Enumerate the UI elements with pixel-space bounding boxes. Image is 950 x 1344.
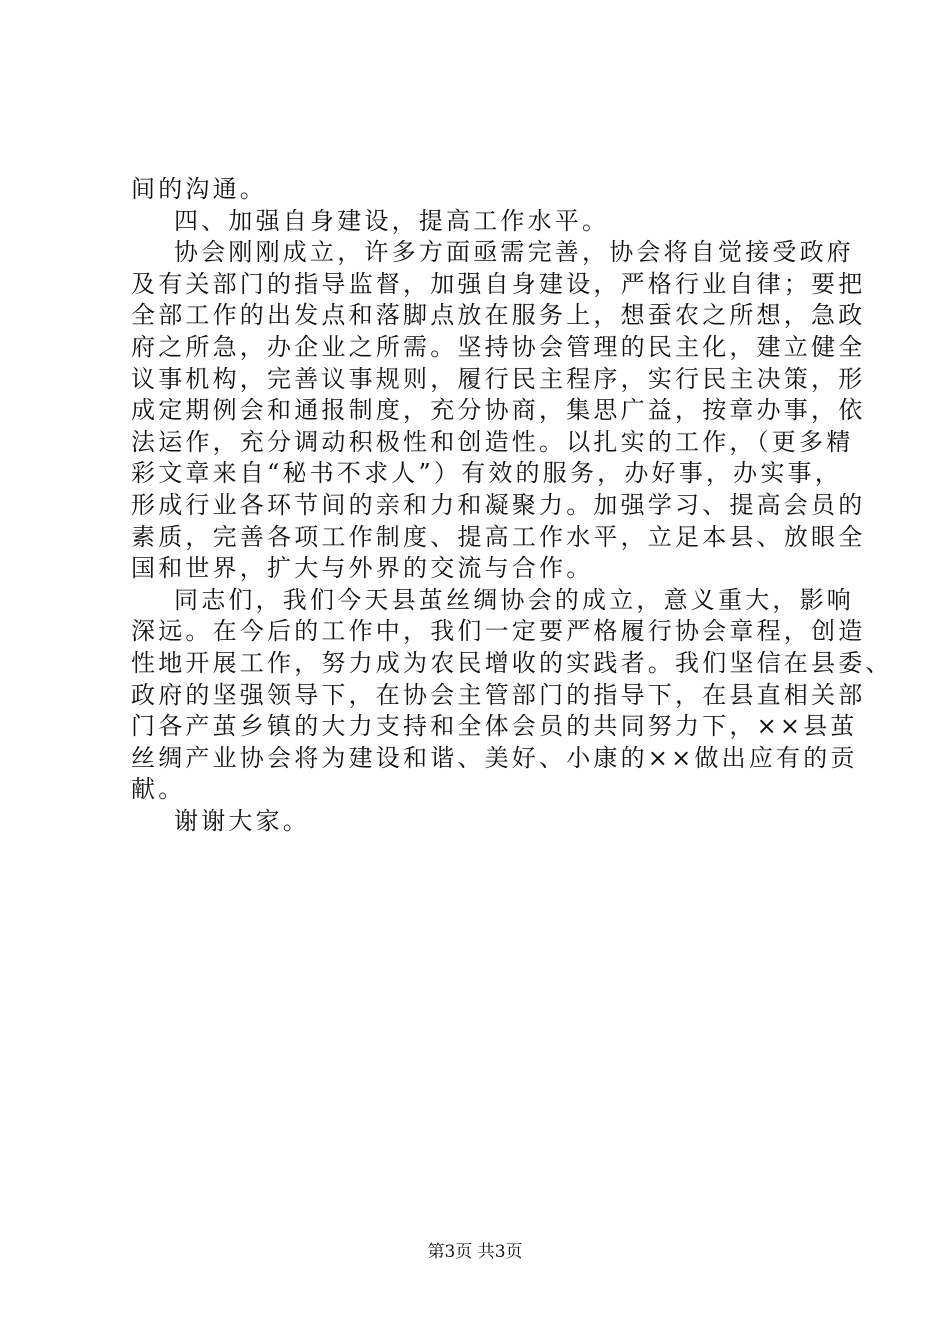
text-line-9: 法运作，充分调动积极性和创造性。以扎实的工作，（更多精 — [131, 427, 854, 456]
text-line-8: 成定期例会和通报制度，充分协商，集思广益，按章办事，依 — [131, 396, 866, 425]
text-line-11: 形成行业各环节间的亲和力和凝聚力。加强学习、提高会员的 — [131, 490, 866, 519]
text-line-1: 间的沟通。 — [131, 175, 267, 203]
page-footer — [0, 1240, 950, 1264]
page-number: 第3页 — [427, 1242, 473, 1262]
text-line-17: 政府的坚强领导下，在协会主管部门的指导下，在县直相关部 — [131, 680, 866, 709]
text-line-15: 深远。在今后的工作中，我们一定要严格履行协会章程，创造 — [131, 617, 866, 646]
text-line-5: 全部工作的出发点和落脚点放在服务上，想蚕农之所想，急政 — [131, 301, 866, 330]
closing-line: 谢谢大家。 — [174, 806, 310, 835]
text-line-20: 献。 — [131, 775, 186, 804]
text-line-4: 及有关部门的指导监督，加强自身建设，严格行业自律；要把 — [131, 269, 866, 298]
text-line-3: 协会刚刚成立，许多方面亟需完善，协会将自觉接受政府 — [174, 238, 854, 267]
text-line-18: 门各产茧乡镇的大力支持和全体会员的共同努力下，××县茧 — [131, 712, 858, 741]
text-line-7: 议事机构，完善议事规则，履行民主程序，实行民主决策，形 — [131, 364, 866, 393]
text-line-6: 府之所急，办企业之所需。坚持协会管理的民主化，建立健全 — [131, 332, 866, 361]
section-heading-4: 四、加强自身建设，提高工作水平。 — [174, 206, 610, 235]
text-line-16: 性地开展工作，努力成为农民增收的实践者。我们坚信在县委、 — [131, 648, 893, 677]
page-total: 共3页 — [477, 1242, 523, 1262]
body-text — [131, 174, 893, 837]
text-line-14: 同志们，我们今天县茧丝绸协会的成立，意义重大，影响 — [174, 585, 854, 614]
text-line-10: 彩文章来自“秘书不求人”）有效的服务，办好事，办实事， — [131, 459, 842, 488]
text-line-12: 素质，完善各项工作制度、提高工作水平，立足本县、放眼全 — [131, 522, 866, 551]
text-line-19: 丝绸产业协会将为建设和谐、美好、小康的××做出应有的贡 — [131, 743, 858, 772]
text-line-13: 国和世界，扩大与外界的交流与合作。 — [131, 554, 594, 583]
